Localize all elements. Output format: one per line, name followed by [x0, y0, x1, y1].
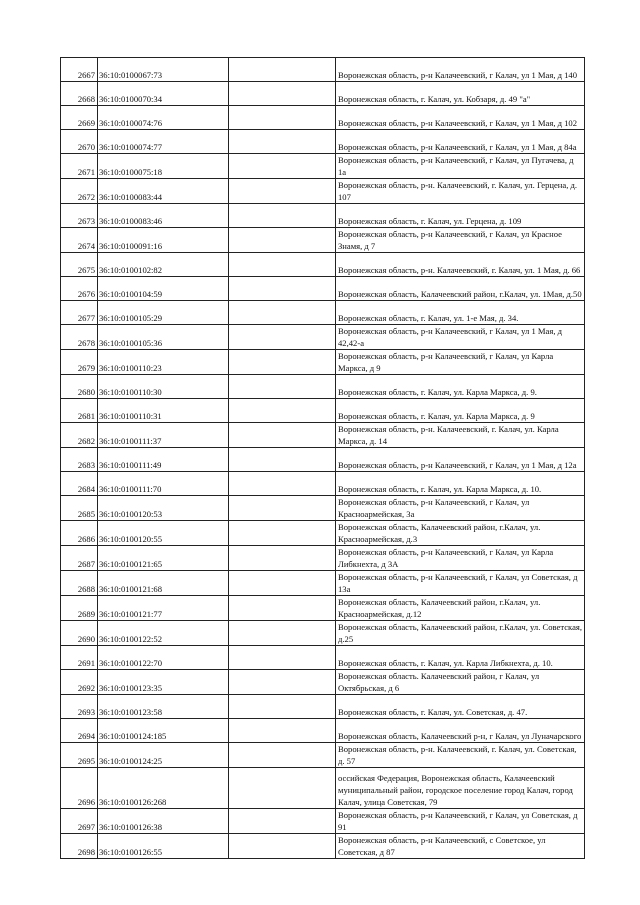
table-row: [61, 399, 585, 423]
empty-cell: [229, 375, 336, 399]
table-row: [61, 58, 585, 82]
address-cell: Воронежская область, г. Калач, ул. Советская, д. 47.: [336, 695, 585, 719]
row-number-cell: 2669: [61, 106, 98, 130]
empty-cell: [229, 130, 336, 154]
empty-cell: [229, 325, 336, 350]
cadastral-number-cell: 36:10:0100121:77: [98, 596, 229, 621]
row-number-cell: 2672: [61, 179, 98, 204]
table-row: [61, 571, 585, 596]
table-row: [61, 834, 585, 859]
empty-cell: [229, 834, 336, 859]
empty-cell: [229, 496, 336, 521]
address-cell: Воронежская область, р-н Калачеевский, г Калач, ул 1 Мая, д 42,42-а: [336, 325, 585, 350]
empty-cell: [229, 253, 336, 277]
empty-cell: [229, 670, 336, 695]
row-number-cell: 2693: [61, 695, 98, 719]
row-number-cell: 2673: [61, 204, 98, 228]
row-number-cell: 2692: [61, 670, 98, 695]
cadastral-number-cell: 36:10:0100070:34: [98, 82, 229, 106]
row-number-cell: 2675: [61, 253, 98, 277]
table-row: [61, 106, 585, 130]
table-row: [61, 646, 585, 670]
row-number-cell: 2686: [61, 521, 98, 546]
address-cell: Воронежская область, р-н Калачеевский, г Калач, ул Красноармейская, 3а: [336, 496, 585, 521]
table-row: [61, 423, 585, 448]
cadastral-number-cell: 36:10:0100122:52: [98, 621, 229, 646]
cadastral-number-cell: 36:10:0100110:31: [98, 399, 229, 423]
empty-cell: [229, 58, 336, 82]
address-cell: Воронежская область, г. Калач, ул. Герцена, д. 109: [336, 204, 585, 228]
address-cell: Воронежская область, р-н Калачеевский, с Советское, ул Советская, д 87: [336, 834, 585, 859]
cadastral-number-cell: 36:10:0100126:55: [98, 834, 229, 859]
address-cell: Воронежская область, р-н. Калачеевский, г. Калач, ул. Советская, д. 57: [336, 743, 585, 768]
address-cell: Воронежская область, г. Калач, ул. 1-е Мая, д. 34.: [336, 301, 585, 325]
row-number-cell: 2685: [61, 496, 98, 521]
address-cell: Воронежская область, Калачеевский р-н, г Калач, ул Луначарского: [336, 719, 585, 743]
table-row: [61, 375, 585, 399]
row-number-cell: 2684: [61, 472, 98, 496]
address-cell: оссийская Федерация, Воронежская область, Калачеевский муниципальный район, городское поселение город Калач, город Калач, улица Советская, 79: [336, 768, 585, 809]
cadastral-number-cell: 36:10:0100102:82: [98, 253, 229, 277]
cadastral-number-cell: 36:10:0100123:58: [98, 695, 229, 719]
table-row: [61, 621, 585, 646]
address-cell: Воронежская область, г. Калач, ул. Карла Либкнехта, д. 10.: [336, 646, 585, 670]
cadastral-number-cell: 36:10:0100083:46: [98, 204, 229, 228]
empty-cell: [229, 154, 336, 179]
empty-cell: [229, 809, 336, 834]
row-number-cell: 2690: [61, 621, 98, 646]
empty-cell: [229, 719, 336, 743]
address-cell: Воронежская область, г. Калач, ул. Карла Маркса, д. 9: [336, 399, 585, 423]
row-number-cell: 2694: [61, 719, 98, 743]
address-cell: Воронежская область, р-н Калачеевский, г Калач, ул Советская, д 91: [336, 809, 585, 834]
empty-cell: [229, 399, 336, 423]
empty-cell: [229, 106, 336, 130]
row-number-cell: 2688: [61, 571, 98, 596]
row-number-cell: 2687: [61, 546, 98, 571]
table-row: [61, 496, 585, 521]
address-cell: Воронежская область, г. Калач, ул. Кобзаря, д. 49 "а": [336, 82, 585, 106]
cadastral-number-cell: 36:10:0100110:23: [98, 350, 229, 375]
address-cell: Воронежская область, р-н Калачеевский, г Калач, ул Пугачева, д 1а: [336, 154, 585, 179]
cadastral-number-cell: 36:10:0100121:68: [98, 571, 229, 596]
address-cell: Воронежская область, р-н. Калачеевский, г. Калач, ул. Герцена, д. 107: [336, 179, 585, 204]
cadastral-number-cell: 36:10:0100110:30: [98, 375, 229, 399]
cadastral-number-cell: 36:10:0100067:73: [98, 58, 229, 82]
cadastral-number-cell: 36:10:0100111:37: [98, 423, 229, 448]
address-cell: Воронежская область. Калачеевский район, г Калач, ул Октябрьская, д 6: [336, 670, 585, 695]
empty-cell: [229, 350, 336, 375]
table-row: [61, 228, 585, 253]
table-row: [61, 809, 585, 834]
empty-cell: [229, 546, 336, 571]
empty-cell: [229, 179, 336, 204]
empty-cell: [229, 571, 336, 596]
table-row: [61, 277, 585, 301]
row-number-cell: 2680: [61, 375, 98, 399]
cadastral-number-cell: 36:10:0100091:16: [98, 228, 229, 253]
address-cell: Воронежская область, р-н Калачеевский, г Калач, ул Советская, д 13а: [336, 571, 585, 596]
empty-cell: [229, 646, 336, 670]
table-row: [61, 204, 585, 228]
address-cell: Воронежская область, р-н Калачеевский, г Калач, ул Красное Знамя, д 7: [336, 228, 585, 253]
row-number-cell: 2695: [61, 743, 98, 768]
cadastral-number-cell: 36:10:0100105:29: [98, 301, 229, 325]
address-cell: Воронежская область, р-н Калачеевский, г Калач, ул 1 Мая, д 84а: [336, 130, 585, 154]
empty-cell: [229, 521, 336, 546]
table-row: [61, 448, 585, 472]
address-cell: Воронежская область, Калачеевский район, г.Калач, ул. 1Мая, д.50: [336, 277, 585, 301]
cadastral-number-cell: 36:10:0100074:76: [98, 106, 229, 130]
row-number-cell: 2691: [61, 646, 98, 670]
empty-cell: [229, 423, 336, 448]
table-row: [61, 130, 585, 154]
address-cell: Воронежская область, Калачеевский район, г.Калач, ул. Советская, д.25: [336, 621, 585, 646]
table-row: [61, 253, 585, 277]
address-cell: Воронежская область, р-н Калачеевский, г Калач, ул Карла Маркса, д 9: [336, 350, 585, 375]
empty-cell: [229, 228, 336, 253]
address-cell: Воронежская область, Калачеевский район, г.Калач, ул. Красноармейская, д.12: [336, 596, 585, 621]
cadastral-number-cell: 36:10:0100111:70: [98, 472, 229, 496]
row-number-cell: 2696: [61, 768, 98, 809]
address-cell: Воронежская область, р-н. Калачеевский, г. Калач, ул. 1 Мая, д. 66: [336, 253, 585, 277]
row-number-cell: 2681: [61, 399, 98, 423]
registry-table-body: [61, 58, 585, 859]
empty-cell: [229, 301, 336, 325]
row-number-cell: 2670: [61, 130, 98, 154]
row-number-cell: 2676: [61, 277, 98, 301]
empty-cell: [229, 204, 336, 228]
address-cell: Воронежская область, Калачеевский район, г.Калач, ул. Красноармейская, д.3: [336, 521, 585, 546]
row-number-cell: 2678: [61, 325, 98, 350]
cadastral-number-cell: 36:10:0100075:18: [98, 154, 229, 179]
table-row: [61, 325, 585, 350]
empty-cell: [229, 743, 336, 768]
cadastral-number-cell: 36:10:0100121:65: [98, 546, 229, 571]
empty-cell: [229, 448, 336, 472]
table-row: [61, 82, 585, 106]
cadastral-number-cell: 36:10:0100124:25: [98, 743, 229, 768]
row-number-cell: 2679: [61, 350, 98, 375]
table-row: [61, 743, 585, 768]
row-number-cell: 2674: [61, 228, 98, 253]
empty-cell: [229, 472, 336, 496]
address-cell: Воронежская область, р-н Калачеевский, г Калач, ул 1 Мая, д 102: [336, 106, 585, 130]
empty-cell: [229, 277, 336, 301]
row-number-cell: 2668: [61, 82, 98, 106]
table-row: [61, 301, 585, 325]
table-row: [61, 670, 585, 695]
cadastral-number-cell: 36:10:0100122:70: [98, 646, 229, 670]
cadastral-number-cell: 36:10:0100120:55: [98, 521, 229, 546]
empty-cell: [229, 621, 336, 646]
row-number-cell: 2667: [61, 58, 98, 82]
cadastral-number-cell: 36:10:0100123:35: [98, 670, 229, 695]
row-number-cell: 2697: [61, 809, 98, 834]
address-cell: Воронежская область, г. Калач, ул. Карла Маркса, д. 9.: [336, 375, 585, 399]
empty-cell: [229, 695, 336, 719]
table-row: [61, 546, 585, 571]
cadastral-number-cell: 36:10:0100111:49: [98, 448, 229, 472]
empty-cell: [229, 596, 336, 621]
row-number-cell: 2671: [61, 154, 98, 179]
table-row: [61, 596, 585, 621]
cadastral-number-cell: 36:10:0100083:44: [98, 179, 229, 204]
registry-table: [60, 57, 585, 859]
cadastral-number-cell: 36:10:0100105:36: [98, 325, 229, 350]
cadastral-number-cell: 36:10:0100104:59: [98, 277, 229, 301]
cadastral-number-cell: 36:10:0100124:185: [98, 719, 229, 743]
table-row: [61, 472, 585, 496]
table-row: [61, 719, 585, 743]
table-row: [61, 695, 585, 719]
row-number-cell: 2682: [61, 423, 98, 448]
row-number-cell: 2677: [61, 301, 98, 325]
cadastral-number-cell: 36:10:0100120:53: [98, 496, 229, 521]
empty-cell: [229, 768, 336, 809]
address-cell: Воронежская область, г. Калач, ул. Карла Маркса, д. 10.: [336, 472, 585, 496]
table-row: [61, 768, 585, 809]
table-row: [61, 179, 585, 204]
cadastral-number-cell: 36:10:0100126:38: [98, 809, 229, 834]
cadastral-number-cell: 36:10:0100074:77: [98, 130, 229, 154]
address-cell: Воронежская область, р-н. Калачеевский, г. Калач, ул. Карла Маркса, д. 14: [336, 423, 585, 448]
cadastral-number-cell: 36:10:0100126:268: [98, 768, 229, 809]
row-number-cell: 2698: [61, 834, 98, 859]
empty-cell: [229, 82, 336, 106]
address-cell: Воронежская область, р-н Калачеевский, г Калач, ул 1 Мая, д 12а: [336, 448, 585, 472]
table-row: [61, 350, 585, 375]
row-number-cell: 2689: [61, 596, 98, 621]
table-row: [61, 521, 585, 546]
row-number-cell: 2683: [61, 448, 98, 472]
address-cell: Воронежская область, р-н Калачеевский, г Калач, ул Карла Либкнехта, д 3А: [336, 546, 585, 571]
address-cell: Воронежская область, р-н Калачеевский, г Калач, ул 1 Мая, д 140: [336, 58, 585, 82]
table-row: [61, 154, 585, 179]
